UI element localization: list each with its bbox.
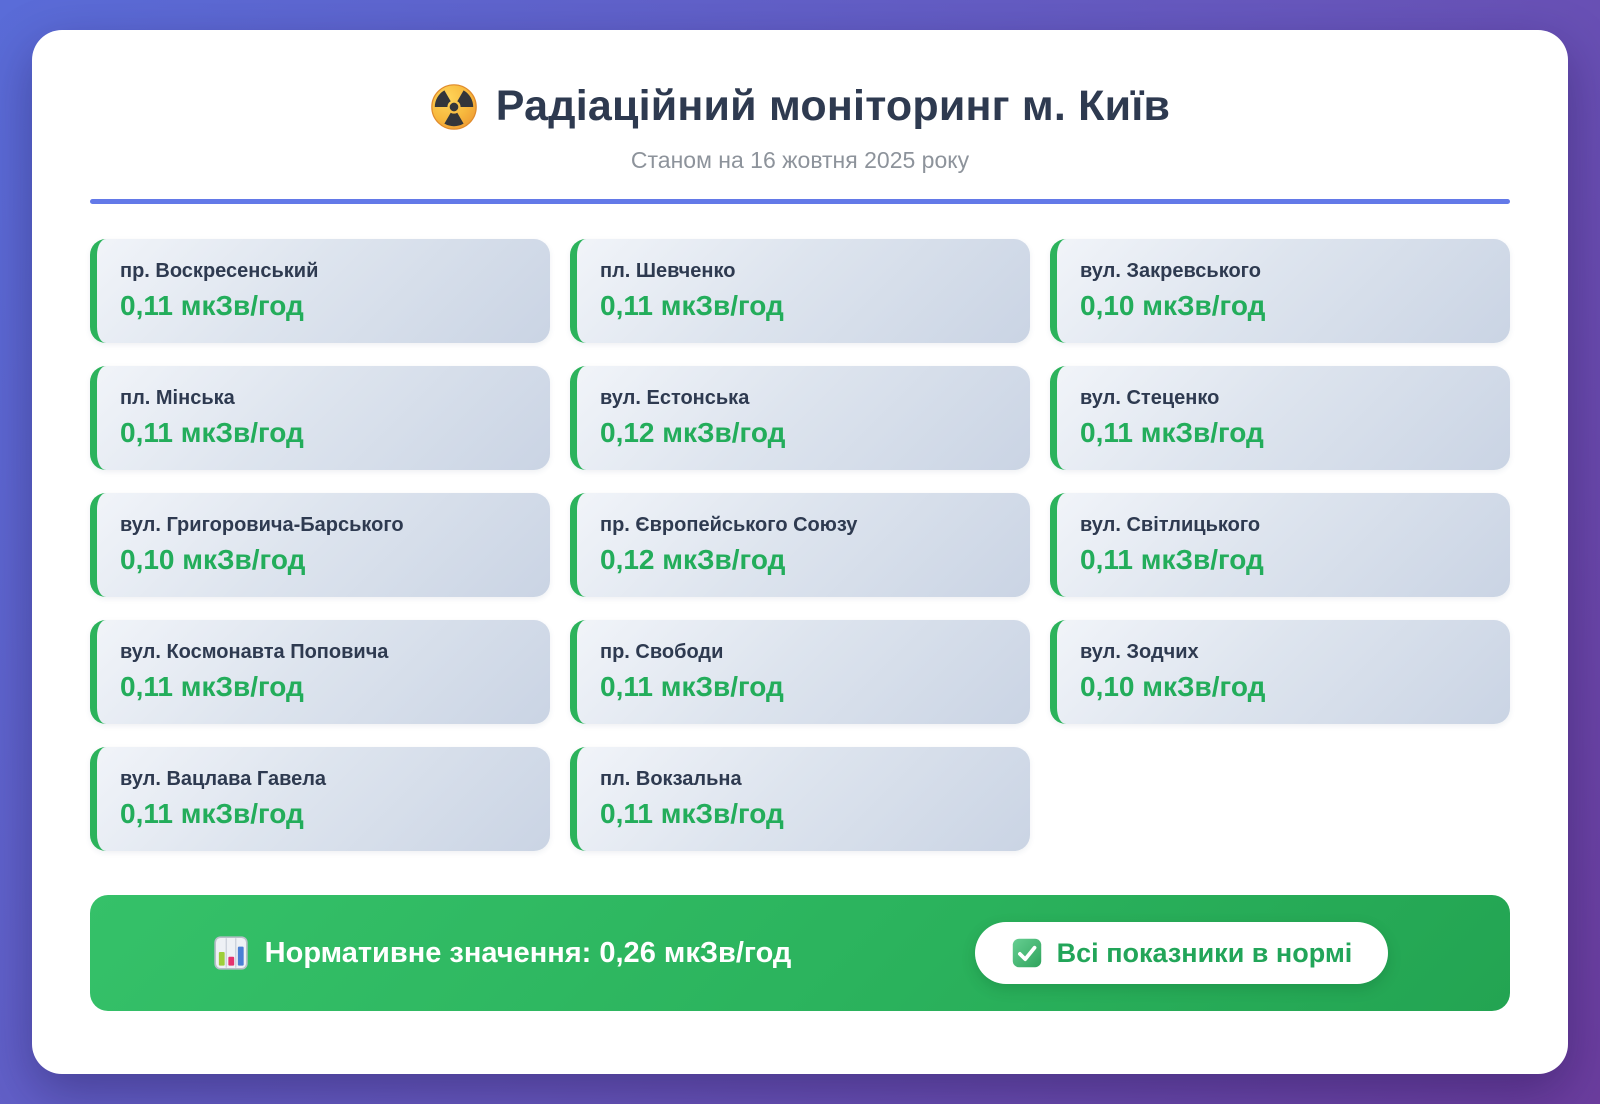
- station-name: вул. Світлицького: [1080, 514, 1261, 536]
- station-name: вул. Григоровича-Барського: [120, 514, 404, 536]
- station-name: вул. Зодчих: [1080, 641, 1199, 663]
- station-card: [1050, 366, 1510, 470]
- page-title: Радіаційний моніторинг м. Київ: [495, 82, 1171, 130]
- station-name: пл. Вокзальна: [600, 768, 742, 790]
- header: [90, 82, 1510, 174]
- station-name: пр. Європейського Союзу: [600, 514, 858, 536]
- status-badge-label: Всі показники в нормі: [1056, 937, 1353, 968]
- page-subtitle: Станом на 16 жовтня 2025 року: [630, 147, 970, 173]
- station-card: [1050, 620, 1510, 724]
- title-row: [90, 82, 1510, 131]
- station-name: пл. Мінська: [120, 387, 235, 409]
- station-value: 0,11 мкЗв/год: [600, 671, 784, 702]
- station-value: 0,11 мкЗв/год: [1080, 417, 1264, 448]
- bar-chart-icon: [212, 934, 250, 972]
- station-card: [570, 366, 1030, 470]
- station-value: 0,11 мкЗв/год: [1080, 544, 1264, 575]
- station-card: [1050, 493, 1510, 597]
- station-card: [570, 620, 1030, 724]
- station-name: вул. Закревського: [1080, 260, 1261, 282]
- check-mark-icon: [1011, 937, 1043, 969]
- station-name: пл. Шевченко: [600, 260, 736, 282]
- station-name: вул. Вацлава Гавела: [120, 768, 327, 790]
- station-name: вул. Естонська: [600, 387, 750, 409]
- station-value: 0,11 мкЗв/год: [120, 671, 304, 702]
- norm-banner: [90, 895, 1510, 1011]
- station-name: вул. Стеценко: [1080, 387, 1220, 409]
- station-card: [570, 493, 1030, 597]
- station-card: [570, 239, 1030, 343]
- station-card: [570, 747, 1030, 851]
- station-value: 0,10 мкЗв/год: [1080, 290, 1266, 321]
- station-value: 0,12 мкЗв/год: [600, 544, 786, 575]
- status-badge[interactable]: [975, 922, 1389, 984]
- dashboard-panel: [32, 30, 1568, 1074]
- station-name: пр. Воскресенський: [120, 260, 319, 282]
- station-name: вул. Космонавта Поповича: [120, 641, 389, 663]
- norm-group: [212, 934, 792, 972]
- station-card: [1050, 239, 1510, 343]
- station-value: 0,10 мкЗв/год: [1080, 671, 1266, 702]
- station-card: [90, 366, 550, 470]
- station-name: пр. Свободи: [600, 641, 724, 663]
- station-value: 0,11 мкЗв/год: [120, 417, 304, 448]
- station-value: 0,11 мкЗв/год: [120, 290, 304, 321]
- station-value: 0,12 мкЗв/год: [600, 417, 786, 448]
- station-card: [90, 493, 550, 597]
- header-divider: [90, 199, 1510, 204]
- station-card: [90, 620, 550, 724]
- station-value: 0,11 мкЗв/год: [120, 798, 304, 829]
- norm-value-text: Нормативне значення: 0,26 мкЗв/год: [264, 936, 792, 969]
- station-card: [90, 747, 550, 851]
- station-value: 0,10 мкЗв/год: [120, 544, 306, 575]
- station-value: 0,11 мкЗв/год: [600, 798, 784, 829]
- radioactive-icon: [430, 83, 478, 131]
- stations-grid: [90, 239, 1510, 851]
- station-card: [90, 239, 550, 343]
- station-value: 0,11 мкЗв/год: [600, 290, 784, 321]
